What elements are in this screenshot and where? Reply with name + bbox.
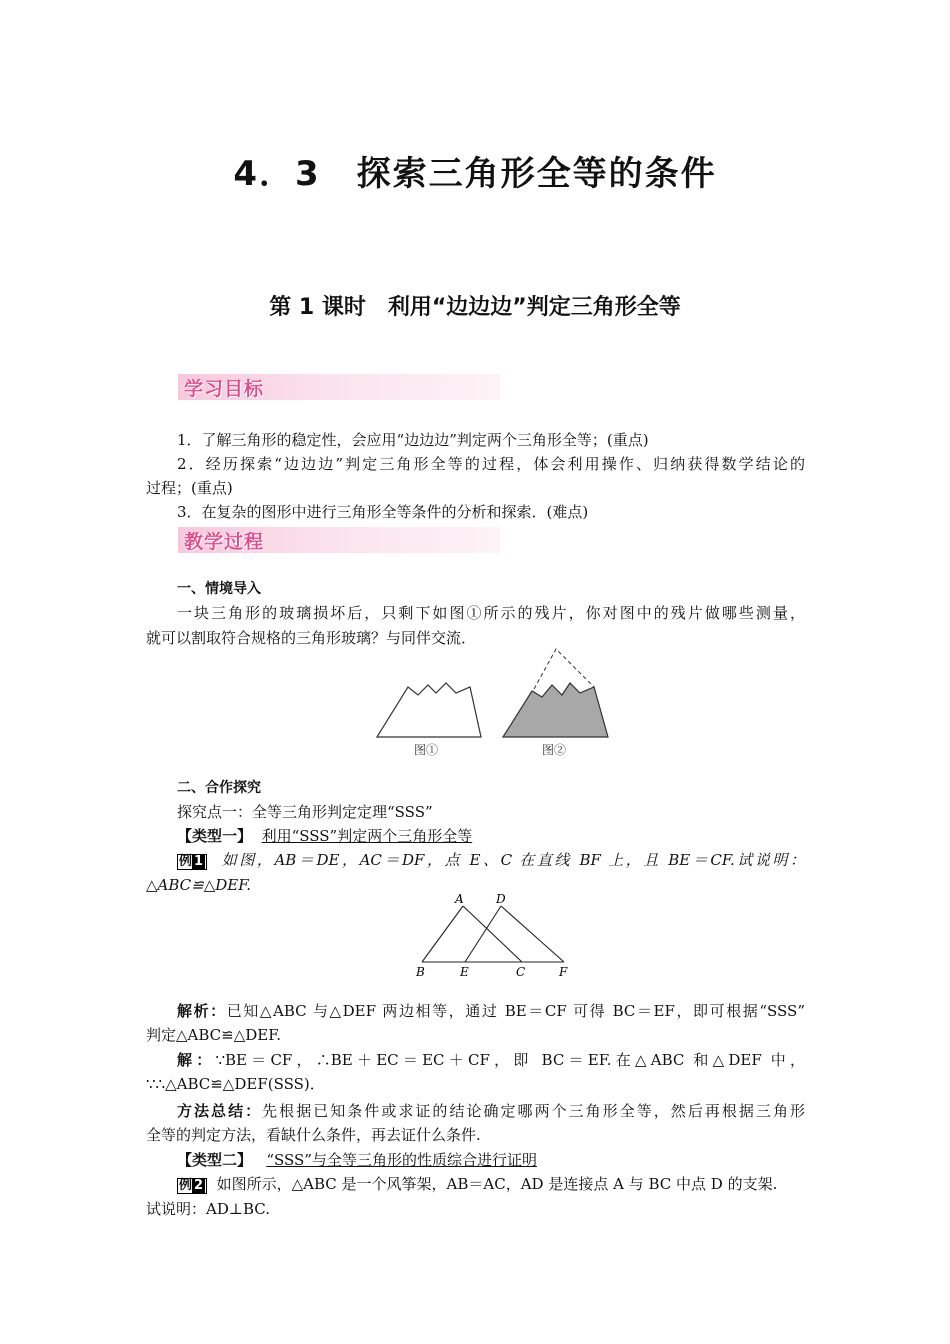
section1-text-1: 一块三角形的玻璃损坏后，只剩下如图①所示的残片，你对图中的残片做哪些测量， (177, 604, 805, 622)
example2-tag-word: 例 (179, 1178, 193, 1193)
type1-title: 利用“SSS”判定两个三角形全等 (261, 827, 473, 845)
example1-tag-word: 例 (179, 854, 193, 869)
analysis-label: 解析： (177, 1002, 227, 1020)
type1-row (177, 824, 472, 848)
explore-point-1: 探究点一：全等三角形判定定理“SSS” (177, 803, 433, 821)
glass-figures (370, 645, 615, 760)
segment-DE (465, 906, 501, 962)
label-E: E (460, 965, 469, 979)
example1-text-1: 如图，AB＝DE，AC＝DF，点 E、C 在直线 BF 上，且 BE＝CF.试说明： (221, 851, 805, 869)
label-A: A (455, 892, 464, 906)
goal-2-continued: 过程；(重点) (146, 479, 233, 497)
example2-text-2: 试说明：AD⊥BC. (146, 1200, 270, 1218)
goals-banner (178, 374, 500, 400)
analysis-row (177, 999, 805, 1023)
analysis-text-2: 判定△ABC≌△DEF. (146, 1026, 282, 1044)
goal-1: 1．了解三角形的稳定性，会应用“边边边”判定两个三角形全等；(重点) (177, 431, 649, 449)
label-D: D (496, 892, 506, 906)
solution-row (177, 1048, 805, 1072)
type1-label: 【类型一】 (177, 827, 253, 845)
section2-heading: 二、合作探究 (177, 780, 261, 796)
section1-heading: 一、情境导入 (177, 581, 261, 597)
example2-text-1: 如图所示，△ABC 是一个风筝架，AB＝AC，AD 是连接点 A 与 BC 中点 D 的支架. (216, 1175, 778, 1193)
page-title: 4．3 探索三角形全等的条件 (233, 154, 717, 194)
label-F: F (559, 965, 568, 979)
solution-text-2: ∵∴△ABC≌△DEF(SSS)． (146, 1075, 325, 1093)
process-banner (178, 527, 500, 553)
fig2-dashed-outline (534, 649, 594, 689)
example2-row (177, 1172, 777, 1196)
solution-text-1: ∵BE＝CF，∴BE＋EC＝EC＋CF，即 BC＝EF.在△ABC 和△DEF 中， (215, 1051, 805, 1069)
segment-DF (501, 906, 564, 962)
analysis-text-1: 已知△ABC 与△DEF 两边相等，通过 BE＝CF 可得 BC＝EF，即可根据“SSS” (226, 1002, 805, 1020)
example1-tag-number: 1 (194, 854, 204, 869)
example2-tag (177, 1178, 207, 1194)
lesson-subtitle: 第 1 课时 利用“边边边”判定三角形全等 (269, 295, 681, 320)
label-B: B (416, 965, 425, 979)
type2-row (177, 1148, 537, 1172)
solution-label: 解： (177, 1051, 216, 1069)
goal-3: 3．在复杂的图形中进行三角形全等条件的分析和探索．(难点) (177, 503, 589, 521)
fig2-glass-shard (503, 683, 608, 737)
example1-tag (177, 854, 207, 870)
example1-row (177, 848, 805, 872)
summary-row (177, 1099, 805, 1123)
fig2-caption: 图② (542, 743, 567, 757)
fig1-glass-shard (377, 683, 481, 737)
process-banner-label: 教学过程 (184, 531, 265, 553)
triangle-figure (410, 892, 575, 982)
goal-2: 2．经历探索“边边边”判定三角形全等的过程，体会利用操作、归纳获得数学结论的 (177, 455, 805, 473)
section1-text-2: 就可以割取符合规格的三角形玻璃？与同伴交流． (146, 629, 477, 647)
type2-label: 【类型二】 (177, 1151, 253, 1169)
summary-text-2: 全等的判定方法，看缺什么条件，再去证什么条件. (146, 1126, 481, 1144)
example1-text-2: △ABC≌△DEF. (146, 876, 252, 894)
summary-text-1: 先根据已知条件或求证的结论确定哪两个三角形全等，然后再根据三角形 (262, 1102, 805, 1120)
fig1-caption: 图① (414, 743, 439, 757)
goals-banner-label: 学习目标 (184, 378, 265, 400)
segment-AC (463, 906, 522, 962)
summary-label: 方法总结： (177, 1102, 263, 1120)
type2-title: “SSS”与全等三角形的性质综合进行证明 (266, 1151, 537, 1169)
example2-tag-number: 2 (194, 1178, 204, 1193)
label-C: C (516, 965, 526, 979)
segment-AB (422, 906, 463, 962)
